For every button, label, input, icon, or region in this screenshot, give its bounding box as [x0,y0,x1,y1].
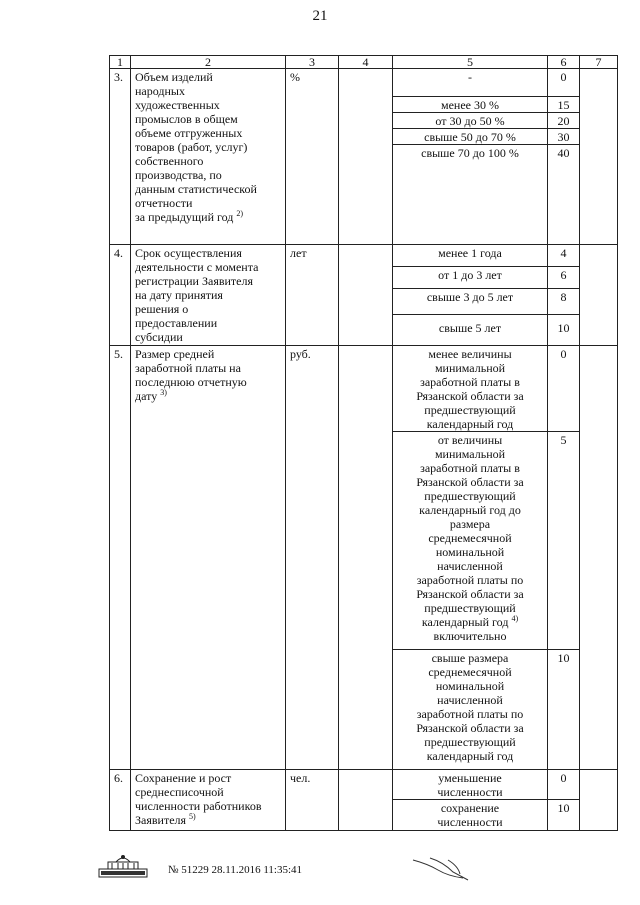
criterion-line: субсидии [135,330,183,344]
header-cell: 7 [580,56,618,69]
criterion-line: собственного [135,154,204,168]
criterion-line: предоставлении [135,316,218,330]
criteria-table [109,55,618,831]
option-line: среднемесячной [428,665,512,679]
unit: лет [286,245,339,346]
empty-cell [339,770,393,831]
options-cell [393,770,548,831]
option-block [393,346,547,432]
option-text: - [393,69,547,97]
criterion-line: промыслов в общем [135,112,238,126]
option-line: менее величины [428,347,512,361]
header-cell: 6 [548,56,580,69]
option-line-text: календарный год [421,615,509,629]
table-row [110,245,618,346]
option-text: свыше 70 до 100 % [421,146,519,160]
option-line: уменьшение [438,771,502,785]
option-score: 8 [548,289,579,315]
criterion-line: на дату принятия [135,288,223,302]
option-line: календарный год до [419,503,521,517]
criterion-line: производства, по [135,168,222,182]
option-line: Рязанской области за [416,587,524,601]
table-row [110,770,618,831]
option-line: предшествующий [424,735,516,749]
option-score: 0 [548,770,579,800]
criterion-line: Объем изделий [135,70,213,84]
criterion-line: товаров (работ, услуг) [135,140,248,154]
option-line: предшествующий [424,601,516,615]
criterion-line: Сохранение и рост [135,771,232,785]
option-score: 10 [557,801,570,815]
criterion-text [131,346,286,770]
criterion-line [135,210,281,224]
option-score: 4 [548,245,579,267]
criterion-line [135,813,281,827]
option-score: 20 [548,113,579,129]
empty-cell [580,245,618,346]
criterion-line: среднесписочной [135,785,224,799]
criterion-line: численности работников [135,799,262,813]
criterion-line: Срок осуществления [135,246,242,260]
footnote-mark: 3) [160,388,167,397]
criterion-line: народных [135,84,185,98]
options-cell [393,245,548,346]
option-line: среднемесячной [428,531,512,545]
page-number: 21 [312,8,328,24]
option-line: Рязанской области за [416,475,524,489]
empty-cell [339,346,393,770]
criterion-text [131,69,286,245]
scores-cell [548,346,580,770]
option-line: размера [449,517,491,531]
option-line: заработной платы в [420,461,520,475]
option-score: 6 [548,267,579,289]
option-text: менее 1 года [393,245,547,267]
option-block [393,800,547,830]
footer [98,852,578,892]
option-line: заработной платы в [420,375,520,389]
option-text: от 1 до 3 лет [393,267,547,289]
option-text: менее 30 % [393,97,547,113]
unit: чел. [286,770,339,831]
option-line: начисленной [437,693,503,707]
unit: % [286,69,339,245]
option-line: начисленной [437,559,503,573]
option-line: свыше размера [431,651,509,665]
signature-icon [408,852,488,882]
option-block [393,650,547,768]
option-line: численности [437,785,503,799]
criterion-line: художественных [135,98,220,112]
criterion-line [135,389,281,403]
row-number: 6. [110,770,131,831]
criterion-line: деятельности с момента [135,260,259,274]
scores-cell [548,770,580,831]
option-score: 5 [548,432,579,650]
option-line: календарный год [426,749,514,763]
empty-cell [580,770,618,831]
option-score: 10 [557,651,570,665]
option-line: сохранение [440,801,500,815]
option-line: включительно [433,629,507,643]
header-cell: 4 [339,56,393,69]
table-row [110,346,618,770]
scores-cell [548,69,580,245]
criterion-line: решения о [135,302,189,316]
option-line: от величины [437,433,503,447]
empty-cell [580,69,618,245]
row-number: 3. [110,69,131,245]
option-line: предшествующий [424,489,516,503]
header-cell: 3 [286,56,339,69]
option-line: предшествующий [424,403,516,417]
empty-cell [580,346,618,770]
option-line: Рязанской области за [416,389,524,403]
criterion-line-text: дату [135,389,158,403]
criterion-text [131,770,286,831]
criterion-line: регистрации Заявителя [135,274,254,288]
option-line: номинальной [435,545,505,559]
option-score: 0 [548,346,579,432]
table-header-row [110,56,618,69]
option-score: 15 [548,97,579,113]
options-cell [393,69,548,245]
option-text: от 30 до 50 % [393,113,547,129]
criterion-line-text: за предыдущий год [135,210,234,224]
option-line: минимальной [434,361,506,375]
option-text: свыше 3 до 5 лет [393,289,547,315]
criterion-line: заработной платы на [135,361,241,375]
option-line [396,615,544,629]
option-line: Рязанской области за [416,721,524,735]
criterion-text [131,245,286,346]
scores-cell [548,245,580,346]
criterion-line: последнюю отчетную [135,375,247,389]
option-line: заработной платы по [416,707,524,721]
option-text: свыше 50 до 70 % [393,129,547,145]
footnote-mark: 4) [511,614,519,623]
row-number: 5. [110,346,131,770]
registry-logo-icon [98,852,148,878]
option-score: 40 [557,146,570,160]
option-line: календарный год [426,417,514,431]
option-line: номинальной [435,679,505,693]
empty-cell [339,245,393,346]
option-score: 30 [548,129,579,145]
unit: руб. [286,346,339,770]
table-row [110,69,618,245]
document-stamp: № 51229 28.11.2016 11:35:41 [168,864,303,876]
criterion-line-text: Заявителя [135,813,187,827]
option-score: 10 [557,321,570,335]
option-block [393,432,547,650]
option-line: численности [437,815,503,829]
header-cell: 1 [110,56,131,69]
option-line: минимальной [434,447,506,461]
option-block [393,770,547,800]
footnote-mark: 5) [189,812,196,821]
row-number: 4. [110,245,131,346]
criterion-line: объеме отгруженных [135,126,243,140]
options-cell [393,346,548,770]
header-cell: 5 [393,56,548,69]
footnote-mark: 2) [236,209,244,218]
option-line: заработной платы по [416,573,524,587]
header-cell: 2 [131,56,286,69]
criterion-line: данным статистической [135,182,257,196]
empty-cell [339,69,393,245]
criterion-line: Размер средней [135,347,215,361]
option-text: свыше 5 лет [438,321,502,335]
criterion-line: отчетности [135,196,193,210]
option-score: 0 [548,69,579,97]
